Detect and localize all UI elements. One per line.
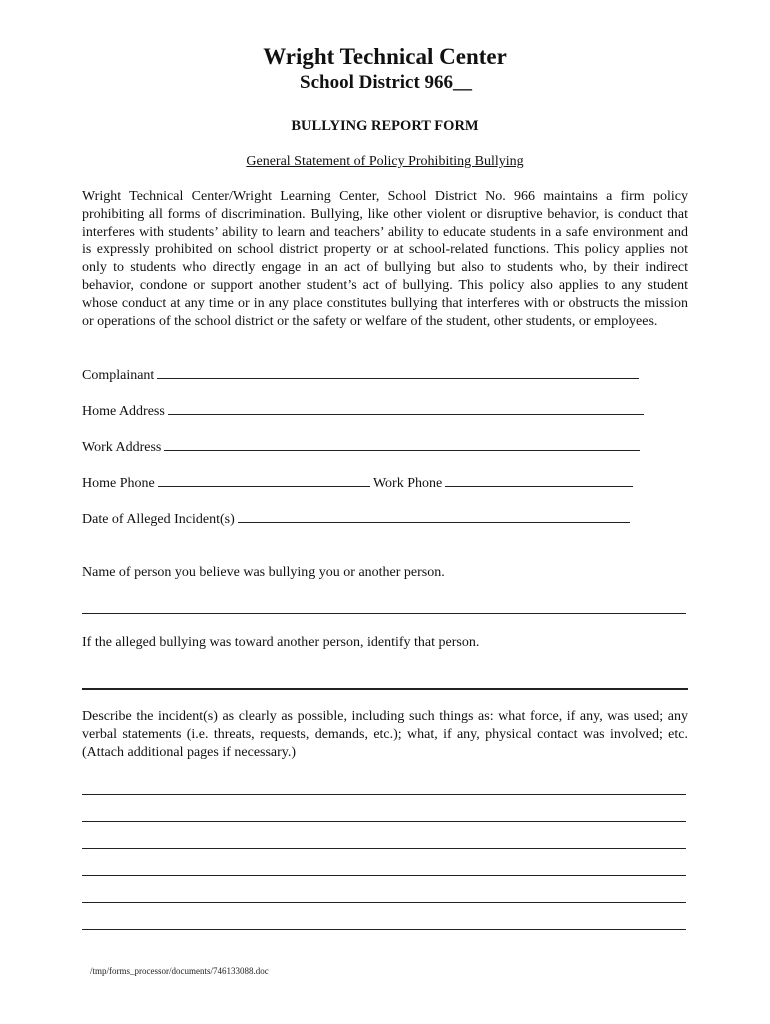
work-phone-label: Work Phone: [372, 476, 443, 491]
work-phone-line[interactable]: [445, 475, 633, 487]
school-district-subtitle: School District 966__: [300, 72, 473, 93]
other-person-answer-line[interactable]: [82, 688, 688, 690]
work-address-field[interactable]: [82, 439, 640, 456]
bully-name-answer-line[interactable]: [82, 613, 686, 614]
bully-name-question: Name of person you believe was bullying you or another person.: [82, 565, 445, 580]
complainant-label: Complainant: [82, 368, 155, 383]
description-line[interactable]: [82, 902, 686, 903]
incident-date-line[interactable]: [238, 511, 630, 523]
description-line[interactable]: [82, 848, 686, 849]
home-phone-label: Home Phone: [82, 476, 155, 491]
home-phone-line[interactable]: [158, 475, 370, 487]
description-line[interactable]: [82, 929, 686, 930]
home-address-label: Home Address: [82, 404, 165, 419]
incident-date-field[interactable]: [82, 511, 630, 528]
form-name-heading: BULLYING REPORT FORM: [291, 118, 479, 134]
work-address-line[interactable]: [164, 439, 640, 451]
phone-fields[interactable]: [82, 475, 633, 492]
document-title: Wright Technical Center: [263, 44, 507, 69]
describe-incident-question: Describe the incident(s) as clearly as possible, including such things as: what force, if any, was used; any verbal statements (i.e. threats, requests, demands, etc.); what, if any, physical contact was involved; etc. (Attach additional pages if necessary.): [82, 709, 688, 760]
incident-date-label: Date of Alleged Incident(s): [82, 512, 235, 527]
work-address-label: Work Address: [82, 440, 162, 455]
description-line[interactable]: [82, 794, 686, 795]
home-address-field[interactable]: [82, 403, 644, 420]
document-path-footer: /tmp/forms_processor/documents/746133088.doc: [90, 966, 269, 976]
description-line[interactable]: [82, 821, 686, 822]
policy-paragraph: Wright Technical Center/Wright Learning Center, School District No. 966 maintains a firm policy prohibiting all forms of discrimination. Bullying, like other violent or disruptive behavior, is conduct that interferes with students’ ability to learn and teachers’ ability to educate students in a safe environment and is expressly prohibited on school district property or at school-related functions. This policy applies not only to students who directly engage in an act of bullying but also to students who, by their indirect behavior, condone or support another student’s act of bullying. This policy also applies to any student whose conduct at any time or in any place constitutes bullying that interferes with or obstructs the mission or operations of the school district or the safety or welfare of the student, other students, or employees.: [82, 189, 688, 329]
policy-heading: General Statement of Policy Prohibiting Bullying: [246, 154, 524, 169]
home-address-line[interactable]: [168, 403, 644, 415]
complainant-line[interactable]: [157, 367, 639, 379]
complainant-field[interactable]: [82, 367, 639, 384]
other-person-question: If the alleged bullying was toward another person, identify that person.: [82, 635, 480, 650]
description-line[interactable]: [82, 875, 686, 876]
